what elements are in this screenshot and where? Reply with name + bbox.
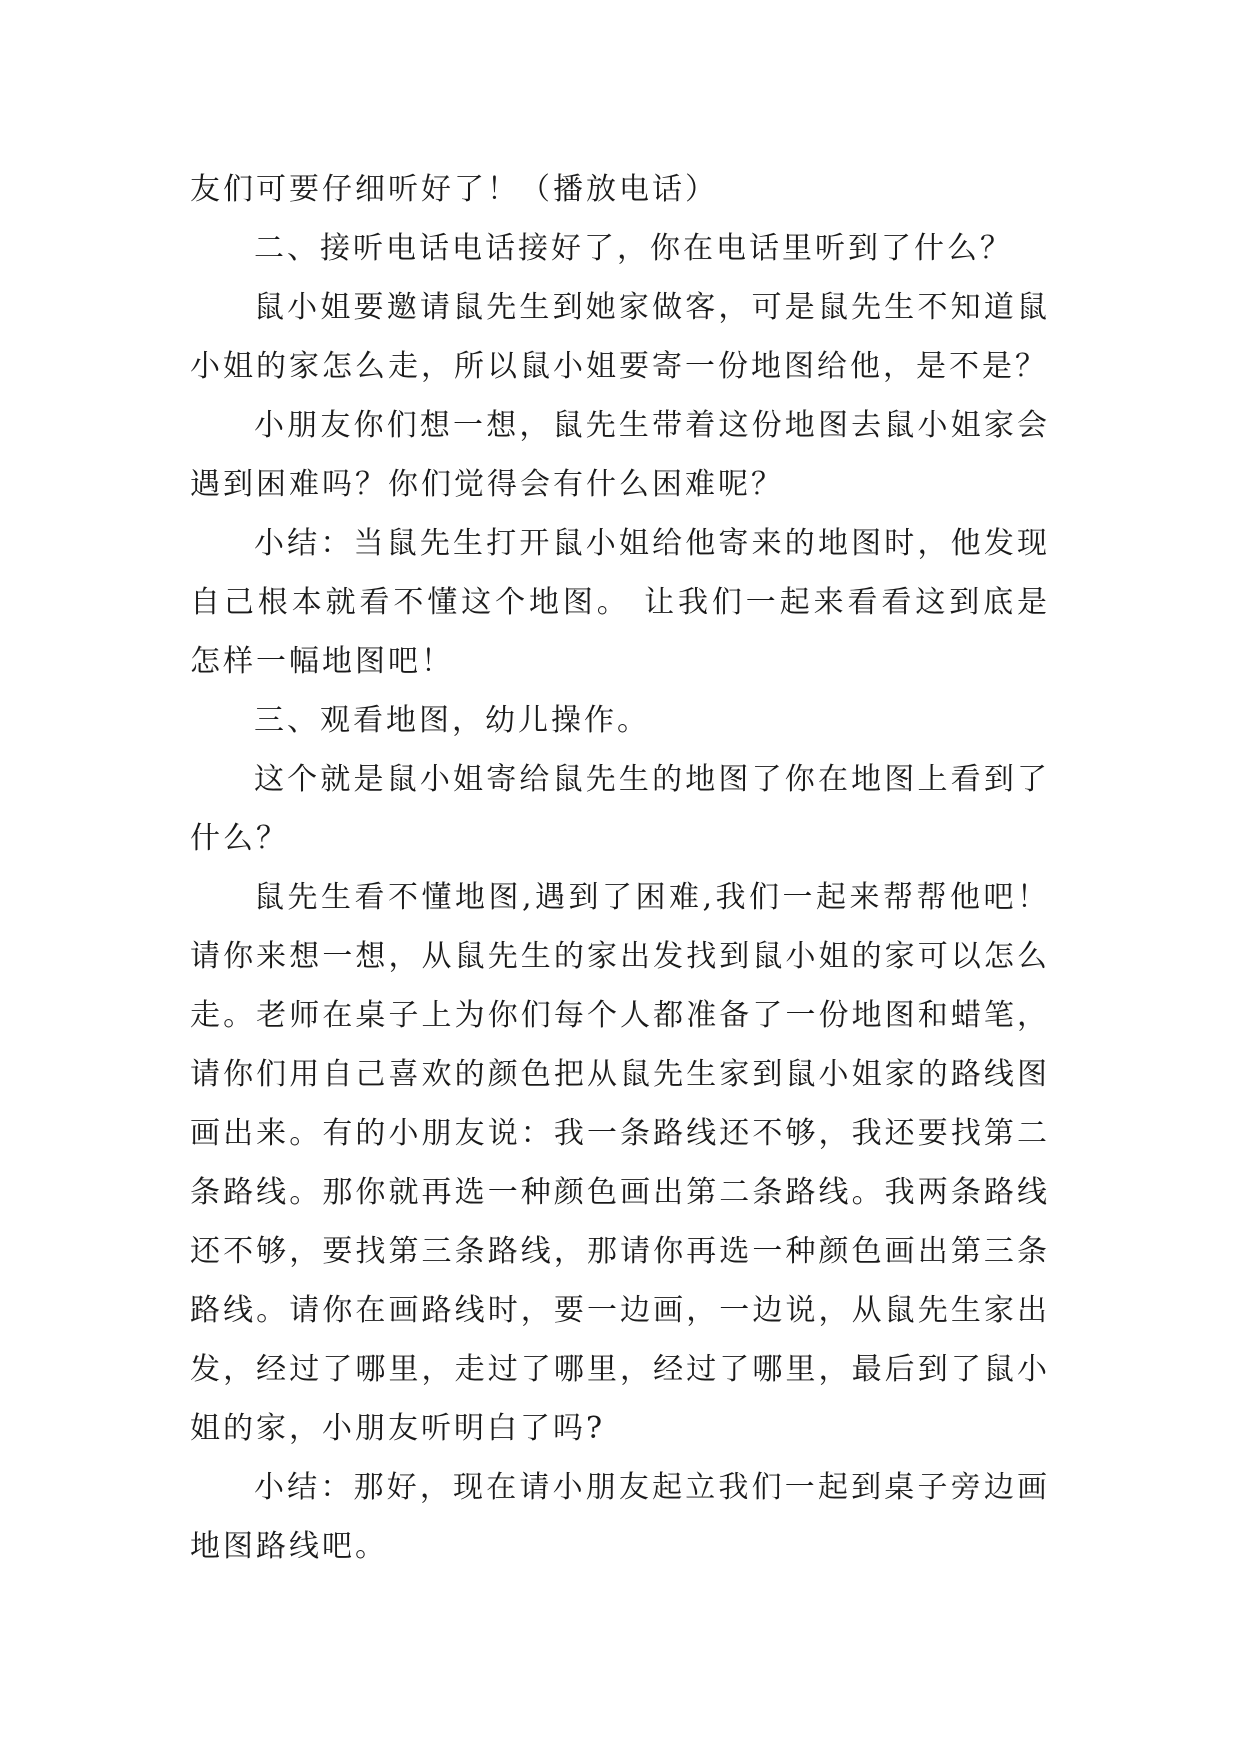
paragraph: 鼠小姐要邀请鼠先生到她家做客，可是鼠先生不知道鼠小姐的家怎么走，所以鼠小姐要寄一份地图给他，是不是？	[190, 290, 1050, 384]
section-heading-answer-phone: 二、接听电话电话接好了，你在电话里听到了什么？	[254, 231, 1013, 266]
paragraph-continuation: 友们可要仔细听好了！（播放电话）	[190, 172, 718, 207]
paragraph-summary: 小结：当鼠先生打开鼠小姐给他寄来的地图时，他发现自己根本就看不懂这个地图。 让我们一起来看看这到底是怎样一幅地图吧！	[190, 526, 1050, 679]
paragraph: 这个就是鼠小姐寄给鼠先生的地图了你在地图上看到了什么？	[190, 762, 1050, 856]
body-text	[190, 160, 1050, 1576]
paragraph: 鼠先生看不懂地图,遇到了困难,我们一起来帮帮他吧！请你来想一想，从鼠先生的家出发找到鼠小姐的家可以怎么走。老师在桌子上为你们每个人都准备了一份地图和蜡笔，请你们用自己喜欢的颜色把从鼠先生家到鼠小姐家的路线图画出来。有的小朋友说：我一条路线还不够，我还要找第二条路线。那你就再选一种颜色画出第二条路线。我两条路线还不够，要找第三条路线，那请你再选一种颜色画出第三条路线。请你在画路线时，要一边画，一边说，从鼠先生家出发，经过了哪里，走过了哪里，经过了哪里，最后到了鼠小姐的家，小朋友听明白了吗?	[190, 880, 1050, 1446]
section-heading-view-map: 三、观看地图，幼儿操作。	[254, 703, 650, 738]
paragraph-summary: 小结：那好，现在请小朋友起立我们一起到桌子旁边画地图路线吧。	[190, 1470, 1050, 1564]
paragraph: 小朋友你们想一想，鼠先生带着这份地图去鼠小姐家会遇到困难吗？你们觉得会有什么困难呢？	[190, 408, 1050, 502]
